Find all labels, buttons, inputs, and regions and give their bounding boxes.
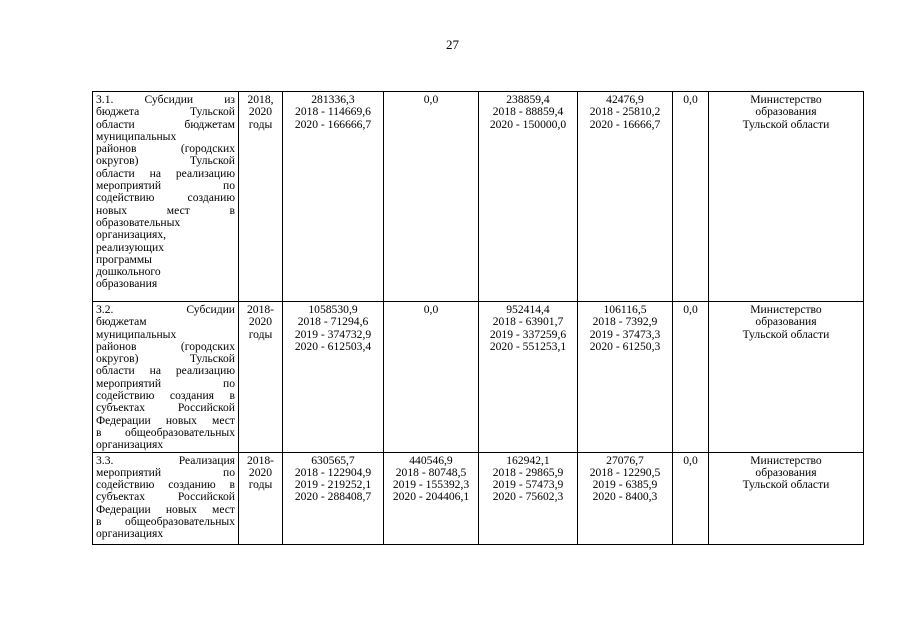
cell-text-line: субъектах Российской	[96, 490, 235, 504]
cell-text-line: 0,0	[683, 93, 698, 106]
municipal-budget-cell	[578, 302, 673, 453]
measure-name-cell	[93, 452, 239, 544]
cell-text-line: 2019 - 219252,1	[294, 478, 372, 492]
responsible-agency-cell	[709, 92, 864, 302]
regional-budget-cell	[479, 452, 578, 544]
cell-text-line: 162942,1	[506, 453, 550, 467]
cell-text-line: 2019 - 57473,9	[492, 478, 564, 492]
cell-text-line: 2020 - 16666,7	[589, 117, 661, 131]
cell-text-line: в общеобразовательных	[96, 425, 235, 439]
cell-text-line: образования	[755, 315, 817, 329]
measure-name-cell	[93, 92, 239, 302]
cell-text-line: 27076,7	[606, 453, 644, 467]
cell-text-line: содействию созданию в	[96, 478, 235, 492]
cell-text-line: новых мест в	[96, 203, 235, 217]
cell-text-line: районов (городских	[96, 142, 235, 156]
cell-text-line: мероприятий по	[96, 179, 235, 193]
cell-text-line: 2020 - 61250,3	[589, 339, 661, 353]
cell-text-line: бюджета Тульской	[96, 105, 235, 119]
other-sources-cell	[673, 302, 709, 453]
period-cell	[239, 302, 283, 453]
other-sources-cell	[673, 452, 709, 544]
cell-text-line: округов) Тульской	[96, 352, 235, 366]
cell-text-line: годы	[248, 327, 273, 341]
cell-text-line: Федерации новых мест	[96, 502, 235, 516]
municipal-budget-cell	[578, 92, 673, 302]
cell-text-line: Министерство	[750, 93, 822, 106]
table-row	[93, 452, 864, 544]
cell-text-line: образования	[755, 105, 817, 119]
cell-text-line: муниципальных	[96, 129, 177, 143]
cell-text-line: 2019 - 337259,6	[489, 327, 567, 341]
cell-text-line: 2020 - 75602,3	[492, 490, 564, 504]
cell-text-line: образования	[755, 465, 817, 479]
period-cell	[239, 92, 283, 302]
cell-text-line: 2020 - 8400,3	[592, 490, 658, 504]
cell-text-line: организациях	[96, 527, 164, 541]
measure-name-cell	[93, 302, 239, 453]
cell-text-line: годы	[248, 117, 273, 131]
cell-text-line: 2020 - 612503,4	[294, 339, 372, 353]
cell-text-line: Федерации новых мест	[96, 413, 235, 427]
cell-text-line: субъектах Российской	[96, 401, 235, 415]
federal-budget-cell	[384, 92, 479, 302]
cell-text-line: 2018 - 25810,2	[589, 105, 661, 119]
cell-text-line: 2020	[248, 315, 273, 329]
cell-text-line: 2018 - 12290,5	[589, 465, 661, 479]
cell-text-line: области на реализацию	[96, 166, 235, 180]
cell-text-line: дошкольного	[96, 265, 161, 279]
cell-text-line: 2020	[248, 105, 273, 119]
table-row	[93, 92, 864, 302]
budget-table	[92, 91, 864, 545]
cell-text-line: 2019 - 374732,9	[294, 327, 372, 341]
cell-text-line: годы	[248, 478, 273, 492]
cell-text-line: 0,0	[683, 453, 698, 467]
cell-text-line: 0,0	[683, 303, 698, 316]
cell-text-line: организациях	[96, 438, 164, 452]
federal-budget-cell	[384, 302, 479, 453]
cell-text-line: в общеобразовательных	[96, 515, 235, 529]
regional-budget-cell	[479, 92, 578, 302]
cell-text-line: 2018,	[247, 93, 274, 106]
period-cell	[239, 452, 283, 544]
cell-text-line: мероприятий по	[96, 376, 235, 390]
cell-text-line: 2020 - 204406,1	[392, 490, 470, 504]
cell-text-line: 1058530,9	[308, 303, 358, 316]
cell-text-line: бюджетам	[96, 315, 147, 329]
cell-text-line: 2019 - 155392,3	[392, 478, 470, 492]
page-number: 27	[446, 37, 459, 52]
cell-text-line: 2018 - 114669,6	[295, 105, 371, 119]
cell-text-line: области на реализацию	[96, 364, 235, 378]
cell-text-line: 3.1. Субсидии из	[96, 93, 235, 106]
cell-text-line: 2018 - 122904,9	[294, 465, 372, 479]
cell-text-line: 2018 - 7392,9	[592, 315, 658, 329]
cell-text-line: 952414,4	[506, 303, 550, 316]
cell-text-line: реализующих	[96, 240, 165, 254]
regional-budget-cell	[479, 302, 578, 453]
cell-text-line: 42476,9	[606, 93, 644, 106]
cell-text-line: 2018-	[246, 453, 275, 467]
cell-text-line: 0,0	[423, 303, 439, 316]
table-body	[93, 92, 864, 545]
cell-text-line: 2020 - 551253,1	[489, 339, 567, 353]
cell-text-line: Тульской области	[742, 117, 830, 131]
cell-text-line: 2018 - 88859,4	[492, 105, 564, 119]
cell-text-line: 3.2. Субсидии	[96, 303, 235, 316]
cell-text-line: мероприятий по	[96, 465, 235, 479]
total-amount-cell	[283, 452, 384, 544]
cell-text-line: районов (городских	[96, 339, 235, 353]
cell-text-line: 2018 - 29865,9	[492, 465, 564, 479]
cell-text-line: содействию созданию	[96, 191, 235, 205]
cell-text-line: 630565,7	[311, 453, 355, 467]
cell-text-line: образовательных	[96, 215, 181, 229]
cell-text-line: Тульской области	[742, 478, 830, 492]
total-amount-cell	[283, 302, 384, 453]
cell-text-line: 2020 - 288408,7	[294, 490, 372, 504]
cell-text-line: Тульской области	[742, 327, 830, 341]
cell-text-line: 281336,3	[311, 93, 355, 106]
cell-text-line: 2018 - 71294,6	[297, 315, 369, 329]
cell-text-line: 2020 - 150000,0	[489, 117, 567, 131]
cell-text-line: Министерство	[750, 303, 822, 316]
cell-text-line: 0,0	[423, 93, 439, 106]
cell-text-line: округов) Тульской	[96, 154, 235, 168]
cell-text-line: 238859,4	[506, 93, 550, 106]
table-row	[93, 302, 864, 453]
cell-text-line: 3.3. Реализация	[96, 453, 235, 467]
cell-text-line: 2019 - 37473,3	[589, 327, 661, 341]
cell-text-line: 2018-	[246, 303, 275, 316]
cell-text-line: организациях,	[96, 228, 167, 242]
responsible-agency-cell	[709, 452, 864, 544]
other-sources-cell	[673, 92, 709, 302]
cell-text-line: 440546,9	[409, 453, 453, 467]
cell-text-line: содействию создания в	[96, 389, 235, 403]
total-amount-cell	[283, 92, 384, 302]
municipal-budget-cell	[578, 452, 673, 544]
cell-text-line: муниципальных	[96, 327, 177, 341]
cell-text-line: 106116,5	[603, 303, 647, 316]
cell-text-line: образования	[96, 277, 158, 291]
cell-text-line: программы	[96, 252, 152, 266]
federal-budget-cell	[384, 452, 479, 544]
cell-text-line: 2018 - 80748,5	[395, 465, 467, 479]
cell-text-line: области бюджетам	[96, 117, 235, 131]
cell-text-line: 2018 - 63901,7	[492, 315, 564, 329]
cell-text-line: 2020	[248, 465, 273, 479]
responsible-agency-cell	[709, 302, 864, 453]
cell-text-line: 2020 - 166666,7	[294, 117, 372, 131]
cell-text-line: 2019 - 6385,9	[592, 478, 658, 492]
cell-text-line: Министерство	[750, 453, 822, 467]
